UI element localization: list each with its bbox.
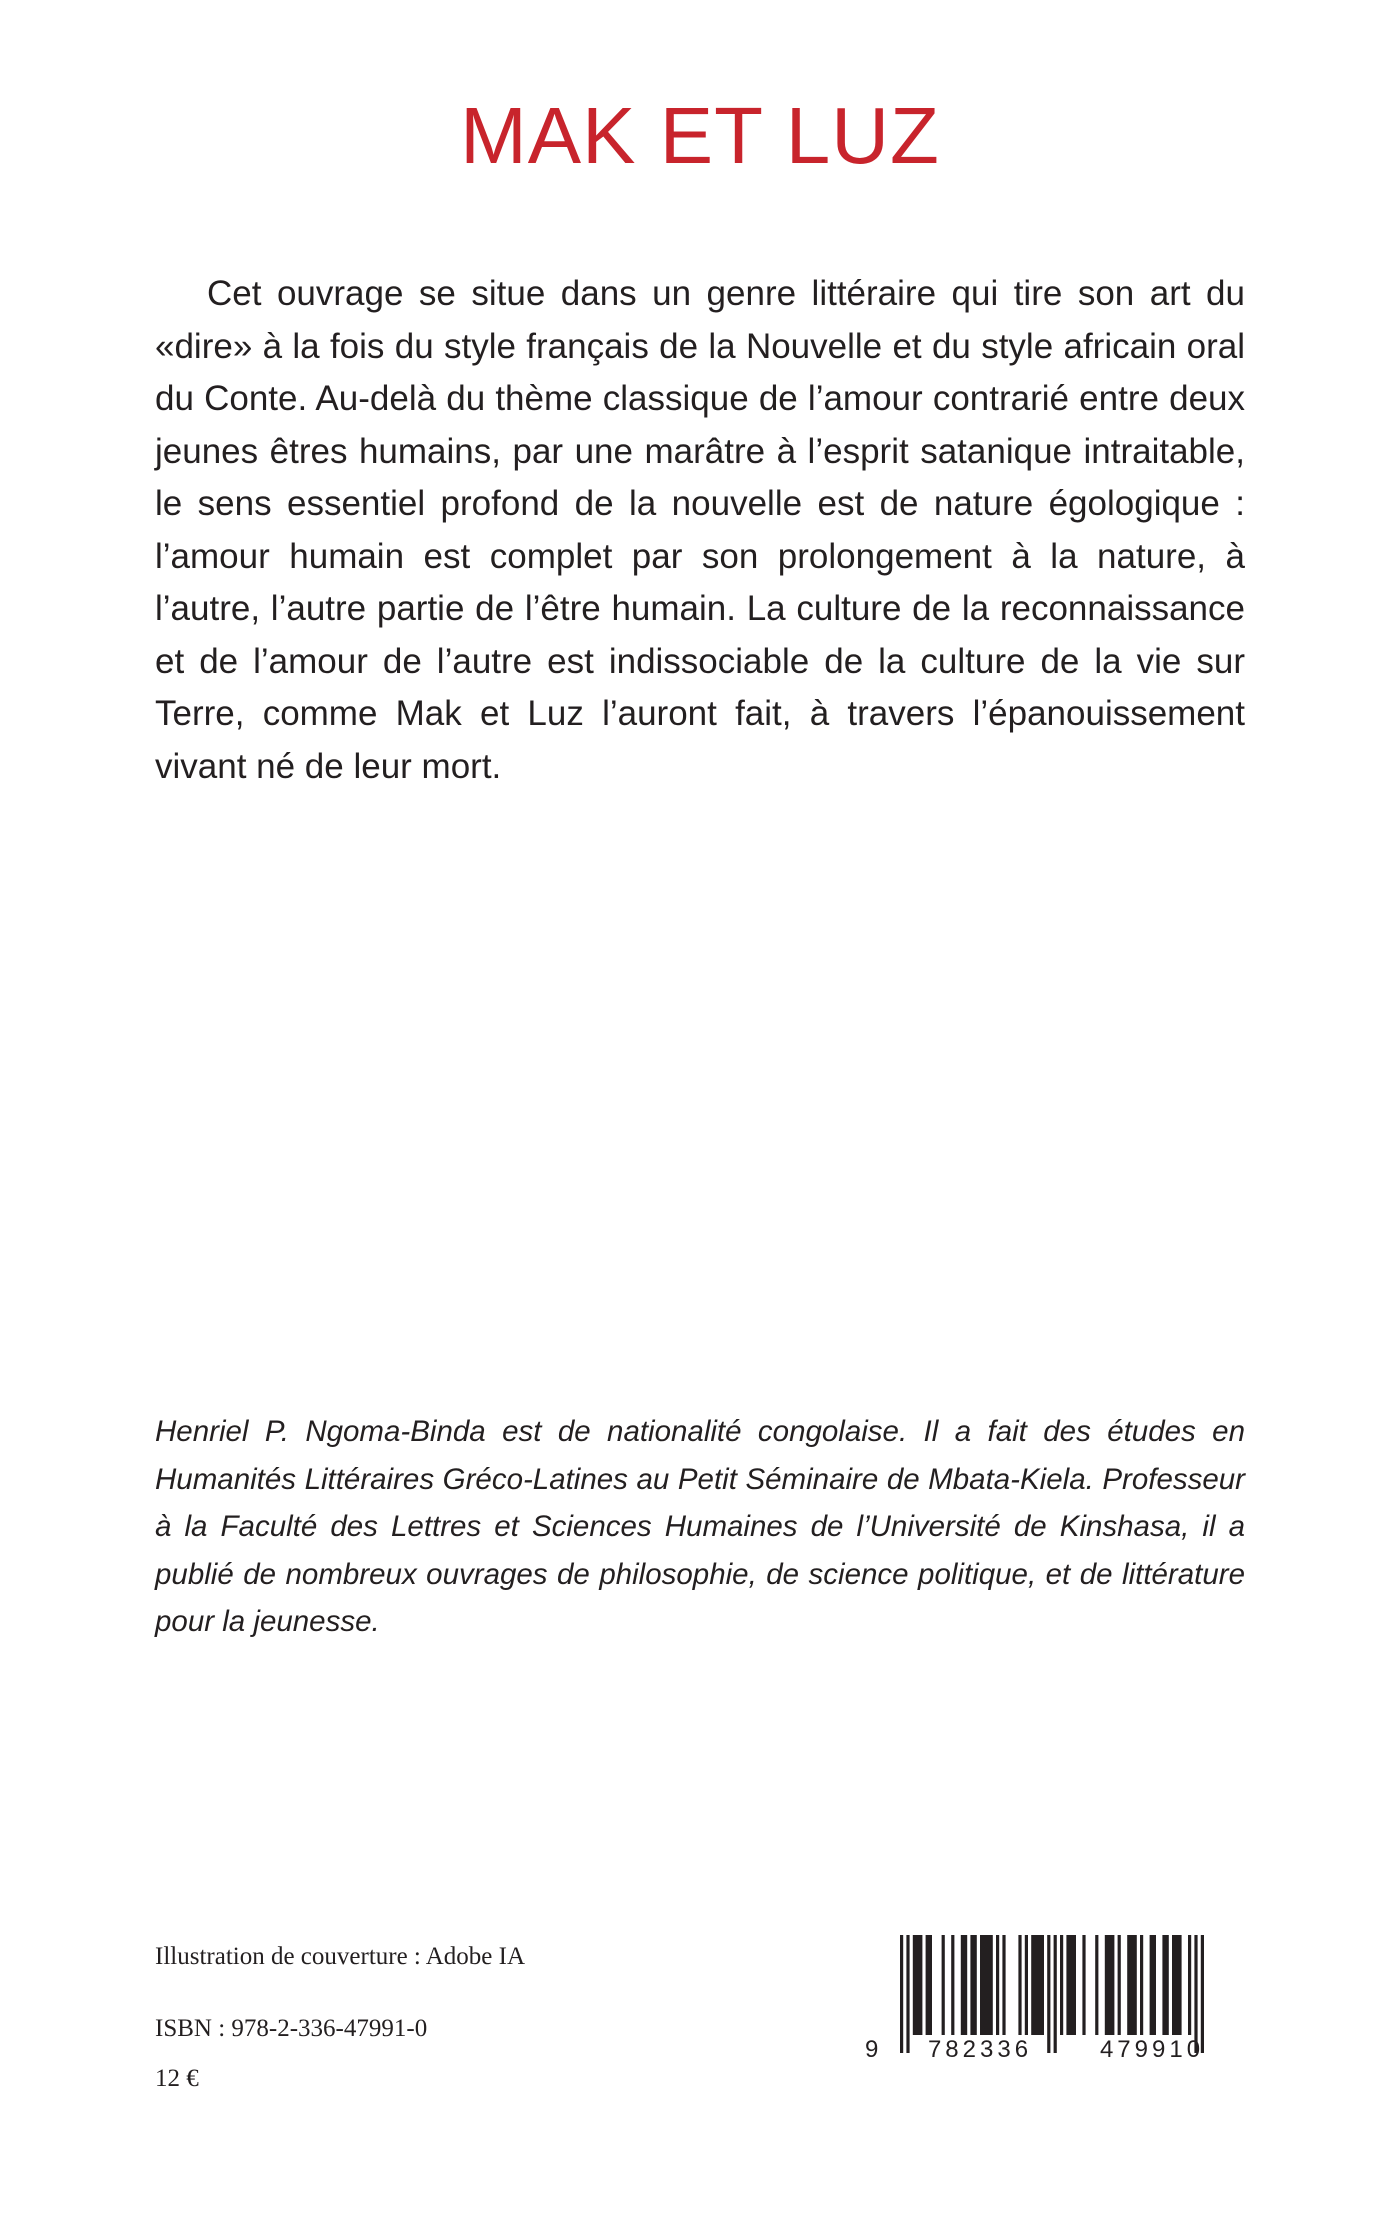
barcode-right-group: 479910 (1099, 2036, 1205, 2063)
barcode-bar (1060, 1935, 1063, 2035)
isbn: ISBN : 978-2-336-47991-0 (155, 2015, 428, 2042)
barcode-bar (1162, 1935, 1168, 2035)
barcode-bar (1066, 1935, 1076, 2035)
barcode-bar (1172, 1935, 1182, 2035)
barcode-bar (961, 1935, 967, 2035)
barcode-bar (1188, 1935, 1191, 2035)
barcode-bar (1105, 1935, 1115, 2035)
barcode-left-group: 782336 (927, 2036, 1033, 2063)
barcode-bar (970, 1935, 976, 2035)
barcode-digits (865, 2035, 1245, 2065)
barcode-bar (1127, 1935, 1137, 2035)
barcode-bar (1018, 1935, 1021, 2035)
barcode-bar (951, 1935, 954, 2035)
barcode-bar (1002, 1935, 1005, 2035)
author-bio (155, 1408, 1245, 1646)
author-name: Henriel P. Ngoma-Binda (155, 1415, 486, 1448)
author-bio-text: est de nationalité congolaise. Il a fait des études en Humanités Littéraires Gréco-Latines au Petit Séminaire de Mbata-Kiela. Professeur à la Faculté des Lettres et Sciences Humaines de l’Université de Kinshasa, il a publié de nombreux ouvrages de philosophie, de science politique, et de littérature pour la jeunesse. (155, 1415, 1245, 1638)
barcode-bar (996, 1935, 999, 2035)
book-title: MAK ET LUZ (460, 91, 940, 180)
price: 12 € (155, 2065, 199, 2092)
barcode-bar (942, 1935, 945, 2035)
barcode-bar (1031, 1935, 1044, 2035)
book-summary: Cet ouvrage se situe dans un genre littéraire qui tire son art du «dire» à la fois du style français de la Nouvelle et du style africain oral du Conte. Au-delà du thème classique de l’amour contrarié entre deux jeunes êtres humains, par une marâtre à l’esprit satanique intraitable, le sens essentiel profond de la nouvelle est de nature égologique : l’amour humain est complet par son prolongement à la nature, à l’autre, l’autre partie de l’être humain. La culture de la reconnaissance et de l’amour de l’autre est indissociable de la culture de la vie sur Terre, comme Mak et Luz l’auront fait, à travers l’épanouissement vivant né de leur mort. (155, 274, 1245, 786)
barcode-bar (980, 1935, 993, 2035)
barcode-bar (1095, 1935, 1098, 2035)
barcode-bar (1082, 1935, 1085, 2035)
barcode-bar (1150, 1935, 1156, 2035)
barcode-bar (1025, 1935, 1028, 2035)
barcode-bar (1118, 1935, 1121, 2035)
barcode-bar (1140, 1935, 1143, 2035)
barcode-lead-digit: 9 (865, 2036, 879, 2063)
barcode-bar (913, 1935, 923, 2035)
barcode-bar (926, 1935, 932, 2035)
illustration-credit: Illustration de couverture : Adobe IA (155, 1943, 526, 1970)
